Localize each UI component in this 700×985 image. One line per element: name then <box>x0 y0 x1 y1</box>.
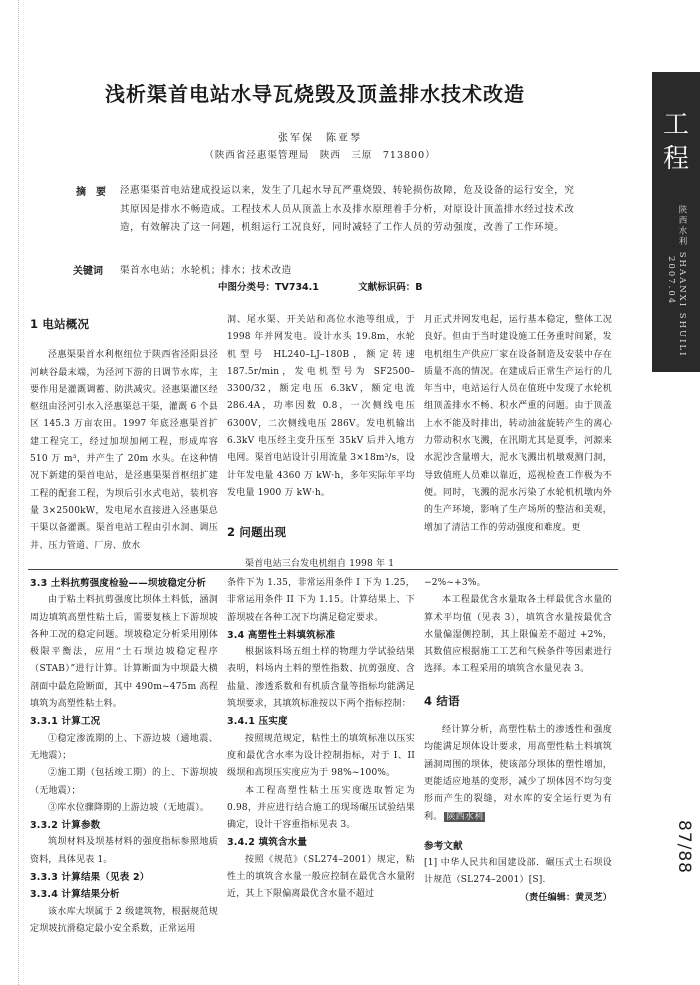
subsection-heading: 3.3.1 计算工况 <box>30 716 101 728</box>
column-5 <box>227 575 415 904</box>
list-item: ③库水位骤降期的上游边坡（无地震）。 <box>48 802 210 813</box>
classification-line <box>218 279 458 293</box>
editor-note: （责任编辑：黄灵芝） <box>519 892 612 903</box>
paragraph: 该水库大坝属于 2 级建筑物，根据规范规定坝坡抗滑稳定最小安全系数，正常运用 <box>30 906 218 934</box>
paragraph: 本工程高塑性粘土压实度选取暂定为 0.98，并应进行结合施工的现场碾压试验结果确定，设计干容重指标见表 3。 <box>227 785 415 831</box>
paragraph: 条件下为 1.35，非常运用条件 I 下为 1.25，非常运用条件 II 下为 1.15。计算结果上、下游坝坡在各种工况下均满足稳定要求。 <box>227 578 415 623</box>
section-divider <box>28 569 618 570</box>
column-4 <box>30 575 218 938</box>
class-number: 中图分类号：TV734.1 <box>218 282 319 293</box>
column-2 <box>227 312 415 573</box>
paragraph: 渠首电站三台发电机组自 1998 年 1 <box>245 558 395 569</box>
subsection-heading: 3.3 土料抗剪强度检验——坝坡稳定分析 <box>30 578 207 589</box>
paragraph: 泾惠渠渠首水利枢纽位于陕西省泾阳县泾河峡谷最末端，为泾河下游的日调节水库，主要作用是灌溉调蓄、防洪减灾。泾惠渠灌区经枢纽由泾河引水入泾惠渠总干渠，灌溉 6 个县区 145.3 万亩农田。1997 年底泾惠渠首扩建工程完工，经过加坝加闸工程，形成库容 510 万 m³，并产生了 20m 水头。在这种情况下新建的渠首电站，是泾惠渠渠首枢纽扩建工程的配套工程，为坝后引水式电站，装机容量 3×2500kW，发电尾水直接进入泾惠渠总干渠以备灌溉。渠首电站工程由引水洞、调压井、压力管道、厂房、放水 <box>30 350 218 551</box>
page-number: 87/88 <box>674 820 694 874</box>
list-item: ①稳定渗流期的上、下游边坡（通地震、无地震）； <box>30 733 218 761</box>
subsection-heading: 3.3.2 计算参数 <box>30 820 101 832</box>
section-heading-1: 1 电站概况 <box>30 317 90 331</box>
watermark-text: 陕西水利 <box>446 811 484 822</box>
affiliation: （陕西省泾惠渠管理局 陕西 三原 713800） <box>204 150 436 161</box>
keywords-label: 关键词 <box>73 266 103 277</box>
paragraph: 根据该料场五组土样的物理力学试验结果表明，料场内土料的塑性指数、抗剪强度、含盐量、渗透系数和有机质含量等指标均能满足筑坝要求，其填筑标准按以下两个指标控制： <box>227 647 415 710</box>
abstract-text: 泾惠渠渠首电站建成投运以来，发生了几起水导瓦严重烧毁、转轮损伤故障，危及设备的运行安全，究其原因是排水不畅造成。工程技术人员从顶盖上水及排水原理着手分析，对原设计顶盖排水经过技术改造，有效解决了这一问题，机组运行工况良好，同时减轻了工作人员的劳动强度，改善了工作环境。 <box>120 185 575 233</box>
article-title: 浅析渠首电站水导瓦烧毁及顶盖排水技术改造 <box>105 82 525 106</box>
section-heading-2: 2 问题出现 <box>227 525 287 540</box>
subsection-heading: 3.4 高塑性土料填筑标准 <box>227 629 336 641</box>
section-heading-4: 4 结语 <box>424 693 460 708</box>
paragraph <box>424 722 612 826</box>
section-tab <box>652 72 700 372</box>
references-heading: 参考文献 <box>424 840 463 852</box>
column-1 <box>30 316 218 555</box>
subsection-heading: 3.4.1 压实度 <box>227 716 288 728</box>
paragraph: −2%~+3%。 <box>424 578 486 588</box>
paragraph: 本工程最优含水量取各土样最优含水量的算术平均值（见表 3），填筑含水量按最优含水量偏湿侧控制，其上限偏差不超过 +2%，其数值应根据施工工艺和气候条件等因素进行选择。本工程采用的填筑含水量见表 3。 <box>424 595 612 675</box>
keywords-text: 渠首水电站；水轮机；排水；技术改造 <box>120 265 292 276</box>
authors: 张军保 陈亚琴 <box>278 133 362 144</box>
document-code: 文献标识码：B <box>358 282 423 293</box>
subsection-heading: 3.3.4 计算结果分析 <box>30 889 120 901</box>
column-3 <box>424 312 612 537</box>
column-6 <box>424 575 612 907</box>
paragraph: 按照《规范》（SL274–2001）规定，粘性土的填筑含水量一般应控制在最优含水量附近，其上下限偏离最优含水量不超过 <box>227 854 415 900</box>
abstract-label: 摘 要 <box>76 187 106 198</box>
subsection-heading: 3.3.3 计算结果（见表 2） <box>30 872 150 884</box>
subsection-heading: 3.4.2 填筑含水量 <box>227 837 308 849</box>
paragraph: 按照规范规定，粘性土的填筑标准以压实度和最优含水率为设计控制指标，对于 I、II 级坝和高坝压实度应为于 98%~100%。 <box>227 733 415 779</box>
paragraph: 筑坝材料及坝基材料的强度指标参照地质资料，具体见表 1。 <box>30 837 218 865</box>
paragraph-text: 经计算分析，高塑性粘土的渗透性和强度均能满足坝体设计要求，用高塑性粘土料填筑涵洞周围的坝体，使该部分坝体的塑性增加，更能适应地基的变形，减少了坝体因不均匀变形而产生的裂缝，对水库的安全运行更为有利。 <box>424 725 612 822</box>
list-item: ②施工期（包括竣工期）的上、下游坝坡（无地震）； <box>30 768 218 796</box>
paragraph: 洞、尾水渠、开关站和高位水池等组成，于 1998 年并网发电。设计水头 19.8m，水轮机型号 HL240–LJ–180B，额定转速 187.5r/min，发电机型号为 SF2500–3300/32，额定电压 6.3kV，额定电流 286.4A，功率因数 0.8，一次侧线电压 6300V，二次侧线电压 286V。发电机输出 6.3kV 电压经主变升压至 35kV 后并入地方电网。渠首电站设计引用流量 3×18m³/s，设计年发电量 4360 万 kW·h，多年实际年平均发电量 1900 万 kW·h。 <box>227 315 415 498</box>
reference-item: [1] 中华人民共和国建设部．碾压式土石坝设计规范（SL274–2001）[S]. <box>424 858 612 886</box>
tab-heading: 工 程 <box>662 110 689 174</box>
paragraph: 月正式并网发电起，运行基本稳定，整体工况良好。但由于当时建设施工任务重时间紧，发电机组生产供应厂家在设备制造及安装中存在质量不高的情况。在建成后正常生产运行的几年当中，电站运行人员在值班中发现了水轮机组顶盖排水不畅、积水严重的问题。由于顶盖上水不能及时排出，转动油盆旋转产生的离心力带动积水飞溅，在汛期尤其是夏季，河源来水泥沙含量增大，泥水飞溅出机墩观测门洞，导致值班人员难以靠近，巡视检查工作极为不便。同时，飞溅的泥水污染了水轮机机墩内外的生产环境，影响了生产场所的整洁和美观，增加了清洁工作的劳动强度和难度。更 <box>424 315 612 533</box>
paragraph: 由于粘土料抗剪强度比坝体土料低，涵洞周边填筑高塑性粘土后，需要复核上下游坝坡各种工况的稳定问题。坝坡稳定分析采用刚体极限平衡法，应用“土石坝边坡稳定程序（STAB）”进行计算。计算断面为中坝最大横剖面中最危险断面，其中 490m~475m 高程填筑为高塑性粘土料。 <box>30 595 218 710</box>
tab-journal-name: 陕西水利 SHAANXI SHUILI 2007.04 <box>666 204 687 358</box>
